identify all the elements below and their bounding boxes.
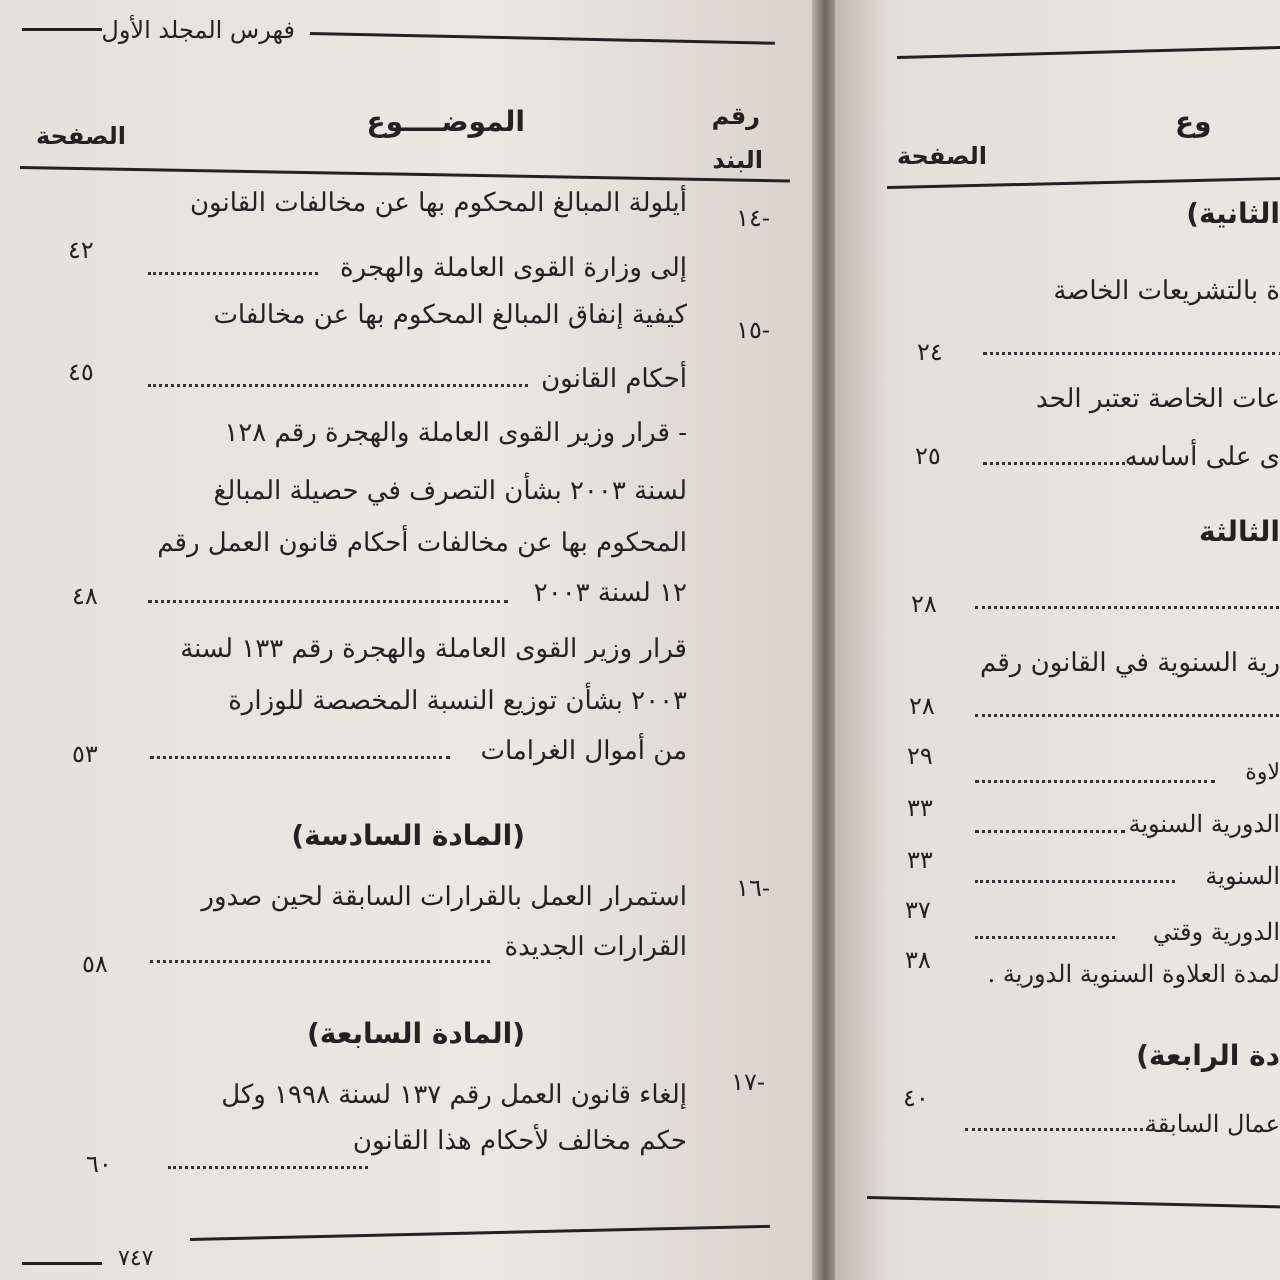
right-section-4: دة الرابعة) <box>1136 1039 1280 1072</box>
right-page-9: ٣٣ <box>907 794 933 822</box>
entry-15-leader <box>148 384 528 387</box>
entry-17-page: ٦٠ <box>86 1150 112 1178</box>
right-leader-13 <box>965 1128 1155 1131</box>
col-page: الصفحة <box>36 122 127 150</box>
right-leader-5 <box>975 606 1280 609</box>
right-leader-4 <box>983 462 1133 465</box>
decree-128-line-3: المحكوم بها عن مخالفات أحكام قانون العمل رقم <box>157 528 687 558</box>
page-number: ٧٤٧ <box>118 1246 154 1271</box>
head-rule-left <box>22 28 102 31</box>
entry-14-leader <box>148 272 318 275</box>
right-line-8: لاوة <box>1245 760 1280 785</box>
entry-17-line-1: إلغاء قانون العمل رقم ١٣٧ لسنة ١٩٩٨ وكل <box>221 1080 687 1110</box>
entry-15-no: ١٥- <box>736 316 770 344</box>
decree-128-line-2: لسنة ٢٠٠٣ بشأن التصرف في حصيلة المبالغ <box>213 476 687 506</box>
running-head: فهرس المجلد الأول <box>101 16 295 44</box>
col-item-no-2: البند <box>712 146 763 174</box>
right-header-rule <box>887 177 1280 189</box>
entry-16-line-1: استمرار العمل بالقرارات السابقة لحين صدور <box>201 882 687 912</box>
entry-14-line-2: إلى وزارة القوى العاملة والهجرة <box>340 253 687 283</box>
entry-15-line-1: كيفية إنفاق المبالغ المحكوم بها عن مخالفات <box>213 300 687 330</box>
right-leader-2 <box>983 352 1280 355</box>
right-page-4: ٢٥ <box>915 442 941 470</box>
decree-133-line-3: من أموال الغرامات <box>480 736 687 766</box>
entry-15-line-2: أحكام القانون <box>541 364 687 394</box>
right-line-11: الدورية وقتي <box>1152 918 1280 946</box>
right-page-11: ٣٧ <box>905 896 931 924</box>
right-col-subject: وع <box>1175 105 1212 138</box>
section-7-heading: (المادة السابعة) <box>306 1017 525 1050</box>
entry-17-leader <box>168 1166 368 1169</box>
right-section-3: الثالثة <box>1199 515 1280 548</box>
right-footer-rule <box>867 1196 1280 1209</box>
right-page <box>835 0 1280 1280</box>
right-leader-9 <box>975 830 1125 833</box>
right-col-page: الصفحة <box>897 142 988 170</box>
decree-133-line-2: ٢٠٠٣ بشأن توزيع النسبة المخصصة للوزارة <box>228 686 687 716</box>
section-6-heading: (المادة السادسة) <box>291 819 525 852</box>
entry-14-no: ١٤- <box>736 204 770 232</box>
footer-rule-long <box>190 1225 770 1241</box>
entry-15-page: ٤٥ <box>68 358 94 386</box>
decree-128-page: ٤٨ <box>72 582 98 610</box>
right-top-rule <box>897 46 1280 59</box>
right-leader-11 <box>975 936 1115 939</box>
head-rule-right <box>310 32 775 45</box>
entry-14-line-1: أيلولة المبالغ المحكوم بها عن مخالفات القانون <box>189 188 687 218</box>
right-page-8: ٢٩ <box>907 742 933 770</box>
right-page-7: ٢٨ <box>909 692 935 720</box>
footer-rule <box>22 1262 102 1265</box>
right-line-9: الدورية السنوية <box>1128 810 1280 838</box>
right-page-13: ٤٠ <box>903 1084 929 1112</box>
right-leader-8 <box>975 780 1215 783</box>
entry-17-line-2: حكم مخالف لأحكام هذا القانون <box>352 1126 687 1156</box>
decree-133-leader <box>150 756 450 759</box>
right-line-6: رية السنوية في القانون رقم <box>980 648 1280 678</box>
right-leader-7 <box>975 714 1280 717</box>
right-section-2: الثانية) <box>1186 197 1280 230</box>
decree-128-leader <box>148 600 508 603</box>
entry-16-no: ١٦- <box>736 874 770 902</box>
right-page-2: ٢٤ <box>917 338 943 366</box>
right-line-1: ة بالتشريعات الخاصة <box>1053 276 1280 306</box>
col-subject: الموضــــوع <box>366 105 525 138</box>
right-line-13: عمال السابقة <box>1145 1110 1280 1138</box>
decree-133-page: ٥٣ <box>72 740 98 768</box>
header-rule <box>20 166 790 182</box>
right-page-5: ٢٨ <box>911 590 937 618</box>
decree-128-line-1: - قرار وزير القوى العاملة والهجرة رقم ١٢٨ <box>224 418 687 448</box>
right-line-10: السنوية <box>1205 862 1280 890</box>
right-line-4: ى على أساسه <box>1124 442 1280 472</box>
entry-14-page: ٤٢ <box>68 236 94 264</box>
decree-128-line-4: ١٢ لسنة ٢٠٠٣ <box>533 578 687 608</box>
entry-16-page: ٥٨ <box>82 950 108 978</box>
right-line-3: عات الخاصة تعتبر الحد <box>1036 384 1280 414</box>
right-page-10: ٣٣ <box>907 846 933 874</box>
right-line-12: لمدة العلاوة السنوية الدورية . <box>987 960 1280 988</box>
right-leader-10 <box>975 880 1175 883</box>
right-page-12: ٣٨ <box>905 946 931 974</box>
entry-16-line-2: القرارات الجديدة <box>504 932 687 962</box>
col-item-no-1: رقم <box>711 102 760 130</box>
entry-16-leader <box>150 960 490 963</box>
decree-133-line-1: قرار وزير القوى العاملة والهجرة رقم ١٣٣ لسنة <box>180 634 687 664</box>
entry-17-no: ١٧- <box>731 1068 765 1096</box>
